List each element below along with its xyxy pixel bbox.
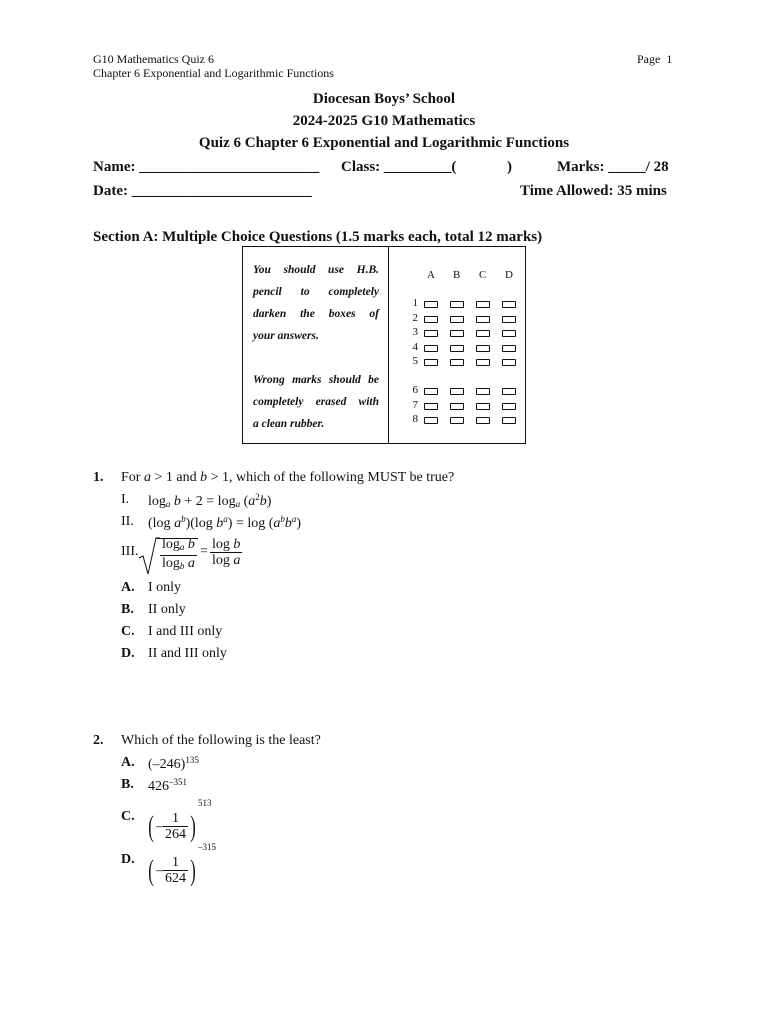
answer-bubble-5-b[interactable] <box>450 359 464 366</box>
q1-number: 1. <box>93 470 104 485</box>
time-allowed: Time Allowed: 35 mins <box>520 183 667 199</box>
q2-d-minus: – <box>156 862 163 878</box>
column-header-b: B <box>453 269 461 281</box>
q1-option-letter[interactable]: B. <box>121 602 134 617</box>
row-number: 3 <box>412 326 418 338</box>
left-paren: ( <box>148 853 154 887</box>
q1-s3-label: III. <box>121 544 139 559</box>
answer-bubble-2-b[interactable] <box>450 316 464 323</box>
section-a-heading: Section A: Multiple Choice Questions (1.5 marks each, total 12 marks) <box>93 229 543 245</box>
q1-option-letter[interactable]: D. <box>121 646 135 661</box>
q1-option-text[interactable]: II and III only <box>148 646 227 661</box>
q2-option-c[interactable] <box>146 798 212 842</box>
quiz-title: Quiz 6 Chapter 6 Exponential and Logarithmic Functions <box>198 135 570 151</box>
page-label: Page <box>637 52 661 66</box>
q2-c-den: 264 <box>165 827 186 843</box>
answer-bubble-7-c[interactable] <box>476 403 490 410</box>
header-chapter: Chapter 6 Exponential and Logarithmic Functions <box>93 66 334 80</box>
row-number: 4 <box>412 340 418 353</box>
answer-bubble-4-d[interactable] <box>502 345 516 352</box>
date-blank: ________________________ <box>131 183 312 199</box>
q2-d-num: 1 <box>163 855 188 871</box>
q2-d-den: 624 <box>165 871 186 887</box>
q1-option-letter[interactable]: C. <box>121 624 135 639</box>
q2-option-b[interactable] <box>148 777 187 795</box>
name-label: Name: <box>93 159 136 175</box>
class-close: ) <box>507 159 512 175</box>
answer-bubble-7-a[interactable] <box>424 403 438 410</box>
answer-bubble-2-a[interactable] <box>424 316 438 323</box>
q2-a-base: (–246) <box>148 757 186 772</box>
q2-option-a-letter[interactable]: A. <box>121 755 135 770</box>
answer-bubble-4-c[interactable] <box>476 345 490 352</box>
q2-option-d[interactable] <box>146 842 216 886</box>
column-header-c: C <box>479 269 487 281</box>
q2-option-c-letter[interactable]: C. <box>121 809 135 824</box>
answer-bubble-1-b[interactable] <box>450 301 464 308</box>
left-paren: ( <box>148 809 154 843</box>
instruction-line: You should use H.B. <box>253 264 379 276</box>
q2-option-b-letter[interactable]: B. <box>121 777 134 792</box>
answer-bubble-3-a[interactable] <box>424 330 438 337</box>
date-label: Date: <box>93 183 128 199</box>
answer-bubble-3-b[interactable] <box>450 330 464 337</box>
q2-stem: Which of the following is the least? <box>121 733 321 748</box>
answer-bubble-1-d[interactable] <box>502 301 516 308</box>
answer-bubble-6-b[interactable] <box>450 388 464 395</box>
q2-b-base: 426 <box>148 779 169 794</box>
right-paren: ) <box>190 809 196 843</box>
page-number: 1 <box>666 52 673 66</box>
row-number: 5 <box>412 355 418 367</box>
answer-bubble-5-a[interactable] <box>424 359 438 366</box>
sqrt-fraction: $\frac{\log_a b}{\log_b a}$ <box>162 537 195 571</box>
marks-blank: _____/ 28 <box>608 159 669 175</box>
answer-sheet-box <box>242 246 526 444</box>
header-page <box>637 52 672 67</box>
row-number: 8 <box>412 413 418 425</box>
answer-bubble-6-c[interactable] <box>476 388 490 395</box>
name-blank: ________________________ <box>139 159 320 175</box>
answer-bubble-1-c[interactable] <box>476 301 490 308</box>
q2-option-d-letter[interactable]: D. <box>121 852 135 867</box>
answer-bubble-8-d[interactable] <box>502 417 516 424</box>
row-number: 1 <box>412 297 418 309</box>
q2-d-fraction <box>163 855 188 886</box>
q1-statement-2: (log $a^b)(\log$ $b^a) = \log (a^bb^a)$ <box>148 514 302 531</box>
answer-bubble-2-d[interactable] <box>502 316 516 323</box>
q2-option-a[interactable] <box>148 755 199 773</box>
answer-bubble-6-a[interactable] <box>424 388 438 395</box>
answer-bubble-2-c[interactable] <box>476 316 490 323</box>
answer-bubble-8-c[interactable] <box>476 417 490 424</box>
column-header-a: A <box>427 269 435 281</box>
date-field[interactable] <box>93 183 312 200</box>
instruction-line: Wrong marks should be <box>253 374 379 386</box>
q1-var-b: b <box>200 470 208 485</box>
answer-bubble-6-d[interactable] <box>502 388 516 395</box>
q2-c-fraction <box>163 811 188 842</box>
q1-option-text[interactable]: I only <box>148 580 182 595</box>
rhs-fraction: $\frac{\text{log b}}{\text{log a}}$ <box>212 537 241 568</box>
q1-option-text[interactable]: I and III only <box>148 624 223 639</box>
marks-label: Marks: <box>557 159 605 175</box>
q2-b-exp: –351 <box>169 777 187 787</box>
right-paren: ) <box>190 853 196 887</box>
q2-c-num: 1 <box>163 811 188 827</box>
instruction-line: pencil to completely <box>253 286 379 298</box>
instruction-line: darken the boxes of <box>253 308 379 320</box>
answer-bubble-4-b[interactable] <box>450 345 464 352</box>
answer-box-divider <box>388 247 389 443</box>
instruction-line: a clean rubber. <box>253 418 325 430</box>
q1-var-a: a <box>143 470 151 485</box>
answer-bubble-3-d[interactable] <box>502 330 516 337</box>
class-label: Class: <box>341 159 381 175</box>
school-name: Diocesan Boys’ School <box>312 91 456 107</box>
row-number: 6 <box>412 384 418 396</box>
answer-bubble-8-b[interactable] <box>450 417 464 424</box>
instruction-line: your answers. <box>253 330 319 342</box>
year-subject: 2024-2025 G10 Mathematics <box>292 113 476 129</box>
row-number: 2 <box>412 311 418 324</box>
q2-c-exp: 513 <box>198 798 212 808</box>
answer-bubble-3-c[interactable] <box>476 330 490 337</box>
answer-bubble-8-a[interactable] <box>424 417 438 424</box>
row-number: 7 <box>412 398 418 411</box>
q1-gt1b: > 1, which of the following MUST be true? <box>210 470 455 485</box>
q1-statement-1: $\log_a b + 2 = \log_a (a^2b)$ <box>148 492 272 509</box>
answer-bubble-7-b[interactable] <box>450 403 464 410</box>
header-quiz-title: G10 Mathematics Quiz 6 <box>93 52 214 66</box>
q1-option-text[interactable]: II only <box>148 602 186 617</box>
class-field[interactable] <box>341 159 456 176</box>
q1-s1-label: I. <box>121 492 130 507</box>
answer-bubble-7-d[interactable] <box>502 403 516 410</box>
answer-bubble-4-a[interactable] <box>424 345 438 352</box>
q2-number: 2. <box>93 733 104 748</box>
q1-stem-pre: For <box>121 470 141 485</box>
equals-sign: = <box>200 544 208 559</box>
marks-field[interactable] <box>557 159 669 176</box>
column-header-d: D <box>505 269 513 281</box>
sqrt-icon <box>138 536 160 576</box>
q2-a-exp: 135 <box>185 755 199 765</box>
class-blank: _________( <box>383 159 457 175</box>
q2-c-minus: – <box>156 818 163 834</box>
answer-bubble-5-d[interactable] <box>502 359 516 366</box>
q1-option-letter[interactable]: A. <box>121 580 135 595</box>
q1-s2-label: II. <box>121 514 134 529</box>
q1-stem <box>121 470 454 486</box>
answer-bubble-5-c[interactable] <box>476 359 490 366</box>
q2-d-exp: –315 <box>198 842 216 852</box>
answer-bubble-1-a[interactable] <box>424 301 438 308</box>
name-field[interactable] <box>93 159 319 176</box>
q1-gt1: > 1 and <box>154 470 197 485</box>
instruction-line: completely erased with <box>253 396 379 408</box>
